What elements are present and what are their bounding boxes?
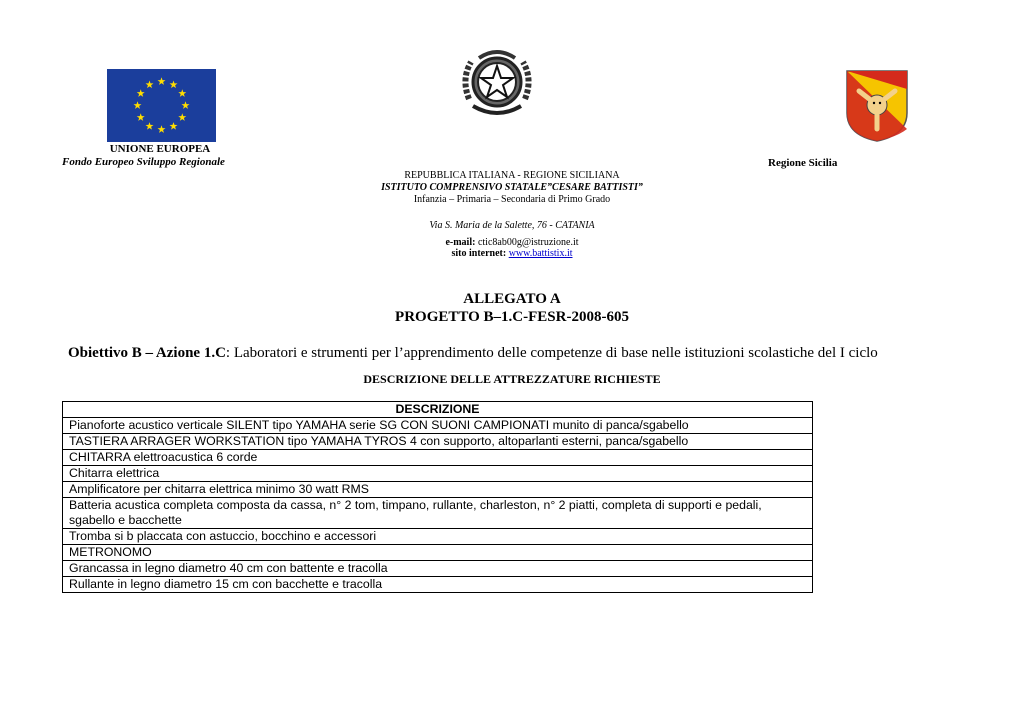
objective-line [68,345,878,362]
table-row [63,482,813,498]
table-cell: Amplificatore per chitarra elettrica minimo 30 watt RMS [63,482,813,498]
table-cell: Rullante in legno diametro 15 cm con bacchette e tracolla [63,577,813,593]
table-row [63,434,813,450]
email-label: e-mail: [445,237,476,248]
table-cell: Pianoforte acustico verticale SILENT tipo YAMAHA serie SG CON SUONI CAMPIONATI munito di panca/sgabello [63,418,813,434]
eu-flag-icon [107,69,216,142]
eu-title: UNIONE EUROPEA [109,143,211,155]
table-row [63,450,813,466]
table-row [63,561,813,577]
table-cell: Batteria acustica completa composta da cassa, n° 2 tom, timpano, rullante, charleston, n° 2 piatti, completa di supporti e pedali, sgabello e bacchette [63,498,813,529]
website-link[interactable]: www.battistix.it [508,248,573,259]
website-label: sito internet: [451,248,507,259]
project-code: PROGETTO B–1.C-FESR-2008-605 [395,309,629,325]
table-header-row [63,402,813,418]
section-title: DESCRIZIONE DELLE ATTREZZATURE RICHIESTE [363,372,661,386]
table-cell: METRONOMO [63,545,813,561]
table-cell: Chitarra elettrica [63,466,813,482]
table-row [63,418,813,434]
attachment-title: ALLEGATO A [463,291,561,307]
website-line [312,248,712,260]
table-cell: Grancassa in legno diametro 40 cm con battente e tracolla [63,561,813,577]
table-row [63,577,813,593]
table-cell: Tromba si b placcata con astuccio, bocchino e accessori [63,529,813,545]
equipment-table [62,401,813,593]
school-levels: Infanzia – Primaria – Secondaria di Primo Grado [413,194,611,205]
institute-name: ISTITUTO COMPRENSIVO STATALE”CESARE BATTISTI” [381,182,643,193]
table-row [63,545,813,561]
objective-label: Obiettivo B – Azione 1.C [68,345,226,361]
table-cell: CHITARRA elettroacustica 6 corde [63,450,813,466]
table-header: DESCRIZIONE [63,402,813,418]
table-row [63,529,813,545]
address: Via S. Maria de la Salette, 76 - CATANIA [429,220,595,231]
table-row [63,466,813,482]
eu-subtitle: Fondo Europeo Sviluppo Regionale [62,156,225,168]
region-label: Regione Sicilia [768,157,838,169]
table-cell: TASTIERA ARRAGER WORKSTATION tipo YAMAHA TYROS 4 con supporto, altoparlanti esterni, panca/sgabello [63,434,813,450]
objective-text: : Laboratori e strumenti per l’apprendimento delle competenze di base nelle istituzioni scolastiche del I ciclo [225,345,878,361]
republic-line: REPUBBLICA ITALIANA - REGIONE SICILIANA [404,170,620,181]
italian-republic-emblem-icon [459,44,535,122]
email-value: ctic8ab00g@istruzione.it [477,237,579,248]
table-row [63,498,813,529]
trinacria-icon [845,69,909,143]
